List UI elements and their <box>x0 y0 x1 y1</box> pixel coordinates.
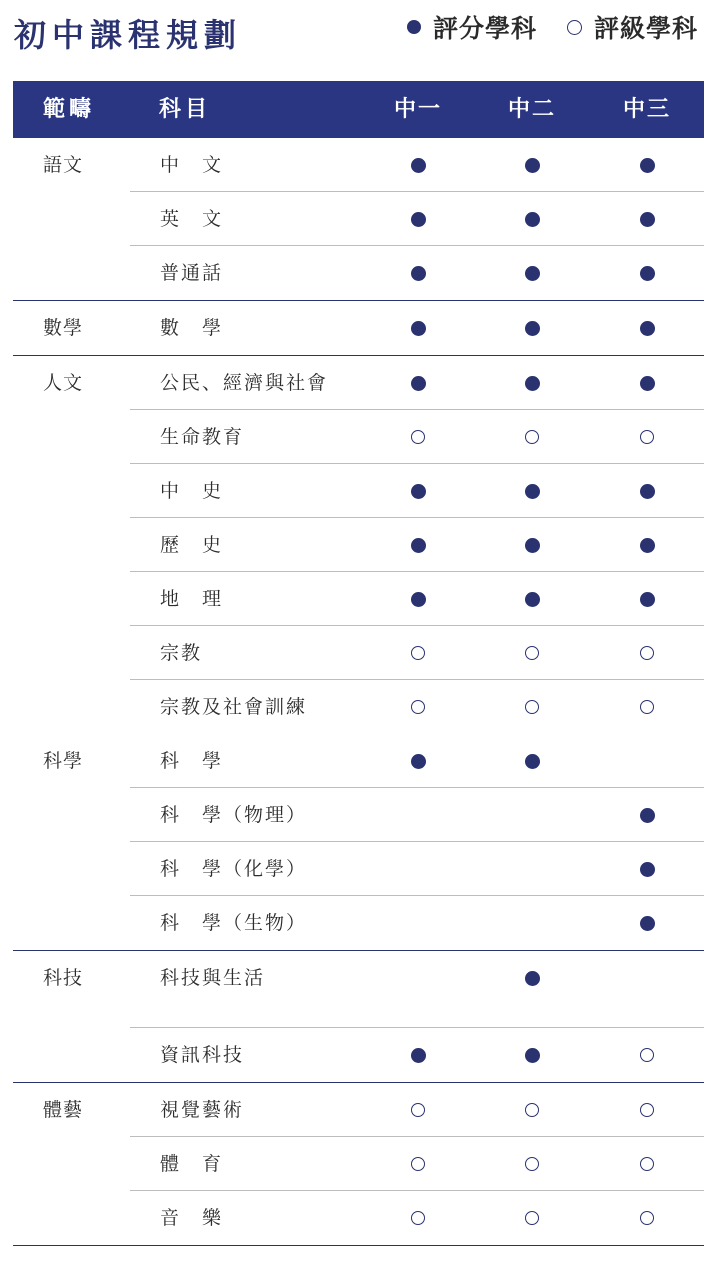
filled-dot-icon <box>411 158 426 173</box>
grade-mark-cell <box>627 626 667 680</box>
category-label: 科學 <box>43 750 84 772</box>
grade-mark-cell <box>512 680 552 734</box>
grade-mark-cell <box>398 518 438 572</box>
subject-name: 視覺藝術 <box>160 1099 245 1121</box>
table-row <box>13 1083 704 1137</box>
hollow-circle-icon <box>640 646 654 660</box>
subject-name: 數 學 <box>160 317 224 339</box>
grade-mark-cell <box>512 1137 552 1191</box>
subject-name: 科 學（生物） <box>160 912 308 934</box>
category-label: 科技 <box>43 967 84 989</box>
grade-mark-cell <box>398 1191 438 1245</box>
grade-mark-cell <box>398 572 438 626</box>
subject-name: 生命教育 <box>160 426 245 448</box>
hollow-circle-icon <box>640 1157 654 1171</box>
hollow-circle-icon <box>640 1103 654 1117</box>
page-title: 初中課程規劃 <box>14 16 243 54</box>
filled-dot-icon <box>407 20 421 34</box>
grade-mark-cell <box>512 410 552 464</box>
subject-name: 資訊科技 <box>160 1044 245 1066</box>
hollow-circle-icon <box>640 700 654 714</box>
table-group <box>13 951 704 1083</box>
grade-mark-cell <box>627 1191 667 1245</box>
hollow-circle-icon <box>567 20 582 35</box>
table-row <box>13 464 704 518</box>
hollow-circle-icon <box>525 646 539 660</box>
header-grade-s1: 中一 <box>393 97 442 122</box>
hollow-circle-icon <box>640 430 654 444</box>
header-subject: 科目 <box>159 97 212 122</box>
subject-name: 中 文 <box>160 154 224 176</box>
filled-dot-icon <box>640 808 655 823</box>
subject-name: 科 學（化學） <box>160 858 308 880</box>
hollow-circle-icon <box>411 1157 425 1171</box>
hollow-circle-icon <box>525 1211 539 1225</box>
filled-dot-icon <box>640 376 655 391</box>
grade-mark-cell <box>398 410 438 464</box>
subject-name: 音 樂 <box>160 1207 224 1229</box>
grade-mark-cell <box>398 464 438 518</box>
grade-mark-cell <box>398 356 438 410</box>
grade-mark-cell <box>512 951 552 1005</box>
subject-name: 英 文 <box>160 208 224 230</box>
grade-mark-cell <box>512 626 552 680</box>
grade-mark-cell <box>512 246 552 300</box>
category-label: 語文 <box>43 154 84 176</box>
hollow-circle-icon <box>411 700 425 714</box>
filled-dot-icon <box>525 376 540 391</box>
filled-dot-icon <box>525 971 540 986</box>
grade-mark-cell <box>512 1083 552 1137</box>
filled-dot-icon <box>640 484 655 499</box>
table-group <box>13 1083 704 1246</box>
table-group <box>13 301 704 356</box>
hollow-circle-icon <box>411 1103 425 1117</box>
filled-dot-icon <box>640 862 655 877</box>
hollow-circle-icon <box>525 1157 539 1171</box>
filled-dot-icon <box>640 266 655 281</box>
grade-mark-cell <box>627 896 667 950</box>
table-row <box>13 896 704 950</box>
grade-mark-cell <box>512 301 552 355</box>
legend-label-rated: 評級學科 <box>593 14 698 43</box>
filled-dot-icon <box>411 321 426 336</box>
grade-mark-cell <box>627 788 667 842</box>
grade-mark-cell <box>512 356 552 410</box>
grade-mark-cell <box>627 1083 667 1137</box>
grade-mark-cell <box>398 626 438 680</box>
subject-name: 地 理 <box>160 588 224 610</box>
filled-dot-icon <box>525 538 540 553</box>
subject-name: 宗教 <box>160 642 203 664</box>
grade-mark-cell <box>627 138 667 192</box>
filled-dot-icon <box>640 321 655 336</box>
hollow-circle-icon <box>640 1048 654 1062</box>
table-row <box>13 842 704 896</box>
subject-name: 普通話 <box>160 262 224 284</box>
filled-dot-icon <box>640 538 655 553</box>
filled-dot-icon <box>411 592 426 607</box>
legend <box>407 10 698 44</box>
filled-dot-icon <box>411 484 426 499</box>
filled-dot-icon <box>525 321 540 336</box>
category-label: 數學 <box>43 317 84 339</box>
grade-mark-cell <box>627 192 667 246</box>
header-grade-s2: 中二 <box>507 97 556 122</box>
grade-mark-cell <box>627 301 667 355</box>
subject-name: 科 學 <box>160 750 224 772</box>
category-label: 體藝 <box>43 1099 84 1121</box>
grade-mark-cell <box>627 842 667 896</box>
table-header <box>13 81 704 138</box>
category-label: 人文 <box>43 372 84 394</box>
hollow-circle-icon <box>525 1103 539 1117</box>
hollow-circle-icon <box>525 700 539 714</box>
hollow-circle-icon <box>640 1211 654 1225</box>
filled-dot-icon <box>411 376 426 391</box>
grade-mark-cell <box>627 356 667 410</box>
grade-mark-cell <box>398 192 438 246</box>
hollow-circle-icon <box>411 646 425 660</box>
filled-dot-icon <box>525 592 540 607</box>
table-row <box>13 356 704 410</box>
grade-mark-cell <box>398 1083 438 1137</box>
grade-mark-cell <box>512 572 552 626</box>
subject-name: 公民、經濟與社會 <box>160 372 329 394</box>
curriculum-table <box>13 81 704 1246</box>
grade-mark-cell <box>627 1137 667 1191</box>
table-row <box>13 1028 704 1082</box>
header-category: 範疇 <box>43 97 96 122</box>
filled-dot-icon <box>411 538 426 553</box>
grade-mark-cell <box>512 734 552 788</box>
grade-mark-cell <box>512 464 552 518</box>
table-row <box>13 572 704 626</box>
table-row <box>13 410 704 464</box>
filled-dot-icon <box>640 916 655 931</box>
subject-name: 科 學（物理） <box>160 804 308 826</box>
hollow-circle-icon <box>411 1211 425 1225</box>
filled-dot-icon <box>411 1048 426 1063</box>
grade-mark-cell <box>627 518 667 572</box>
filled-dot-icon <box>525 754 540 769</box>
legend-item-rated <box>567 9 698 45</box>
subject-name: 體 育 <box>160 1153 224 1175</box>
grade-mark-cell <box>398 301 438 355</box>
table-row <box>13 951 704 1028</box>
filled-dot-icon <box>525 266 540 281</box>
table-body <box>13 138 704 1246</box>
filled-dot-icon <box>640 212 655 227</box>
table-row <box>13 1191 704 1245</box>
table-row <box>13 138 704 192</box>
filled-dot-icon <box>525 1048 540 1063</box>
grade-mark-cell <box>398 1137 438 1191</box>
subject-name: 科技與生活 <box>160 967 266 989</box>
grade-mark-cell <box>398 1028 438 1082</box>
grade-mark-cell <box>627 246 667 300</box>
table-row <box>13 734 704 788</box>
grade-mark-cell <box>512 1028 552 1082</box>
grade-mark-cell <box>398 246 438 300</box>
table-row <box>13 246 704 300</box>
subject-name: 中 史 <box>160 480 224 502</box>
filled-dot-icon <box>525 212 540 227</box>
filled-dot-icon <box>640 592 655 607</box>
grade-mark-cell <box>398 138 438 192</box>
grade-mark-cell <box>512 518 552 572</box>
filled-dot-icon <box>525 158 540 173</box>
filled-dot-icon <box>411 212 426 227</box>
grade-mark-cell <box>627 680 667 734</box>
subject-name: 歷 史 <box>160 534 224 556</box>
table-row <box>13 192 704 246</box>
table-row <box>13 518 704 572</box>
hollow-circle-icon <box>411 430 425 444</box>
grade-mark-cell <box>512 192 552 246</box>
filled-dot-icon <box>411 754 426 769</box>
table-row <box>13 788 704 842</box>
header-grade-s3: 中三 <box>622 97 671 122</box>
table-row <box>13 626 704 680</box>
grade-mark-cell <box>627 1028 667 1082</box>
filled-dot-icon <box>525 484 540 499</box>
hollow-circle-icon <box>525 430 539 444</box>
table-row <box>13 1137 704 1191</box>
grade-mark-cell <box>398 680 438 734</box>
grade-mark-cell <box>627 572 667 626</box>
legend-item-graded <box>407 9 537 45</box>
subject-name: 宗教及社會訓練 <box>160 696 308 718</box>
grade-mark-cell <box>627 464 667 518</box>
table-group <box>13 138 704 301</box>
table-row <box>13 301 704 355</box>
filled-dot-icon <box>411 266 426 281</box>
grade-mark-cell <box>512 1191 552 1245</box>
grade-mark-cell <box>398 734 438 788</box>
grade-mark-cell <box>512 138 552 192</box>
table-row <box>13 680 704 734</box>
grade-mark-cell <box>627 410 667 464</box>
legend-label-graded: 評分學科 <box>432 14 537 43</box>
filled-dot-icon <box>640 158 655 173</box>
table-group <box>13 356 704 951</box>
